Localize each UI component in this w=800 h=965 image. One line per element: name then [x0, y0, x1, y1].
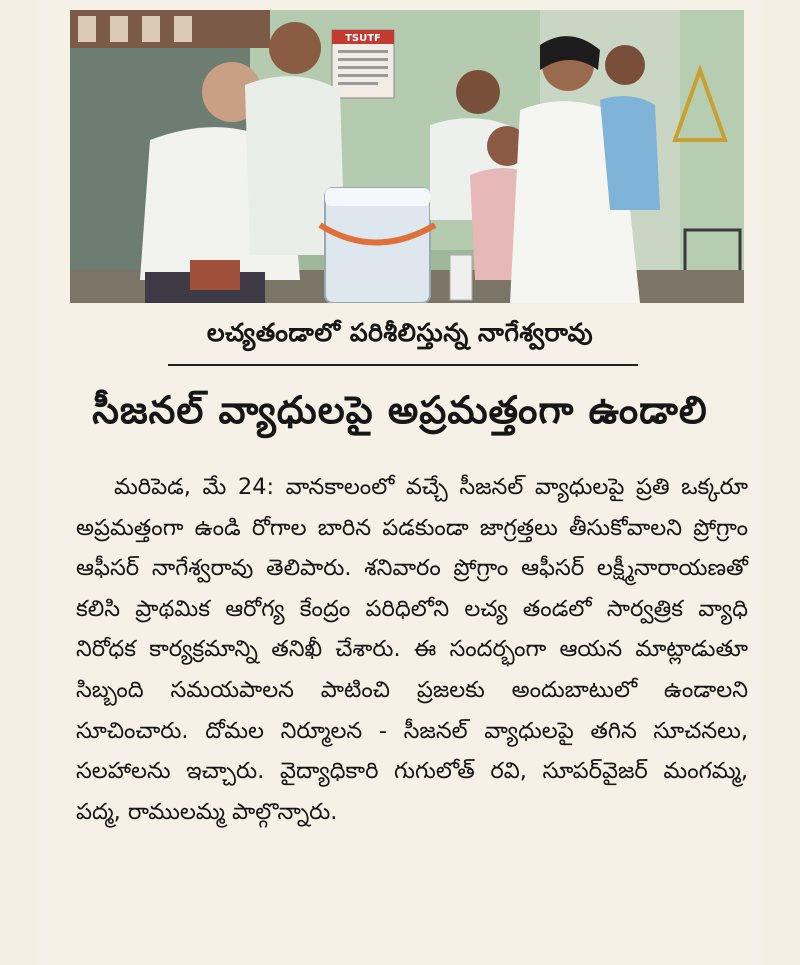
photo-caption: లచ్యతండాలో పరిశీలిస్తున్న నాగేశ్వరావు — [206, 318, 594, 347]
news-photo — [70, 10, 744, 303]
poster-banner: TSUTF — [345, 33, 381, 44]
article-body — [76, 467, 748, 832]
photo-illustration — [70, 10, 744, 303]
headline: సీజనల్ వ్యాధులపై అప్రమత్తంగా ఉండాలి — [92, 388, 708, 432]
news-clipping — [38, 0, 762, 965]
article-paragraph: మరిపెడ, మే 24: వానకాలంలో వచ్చే సీజనల్ వ్యాధులపై ప్రతి ఒక్కరూ అప్రమత్తంగా ఉండి రోగాల బారిన పడకుండా జాగ్రత్తలు తీసుకోవాలని ప్రోగ్రాం ఆఫీసర్ నాగేశ్వరావు తెలిపారు. శనివారం ప్రోగ్రాం ఆఫీసర్ లక్ష్మీనారాయణతో కలిసి ప్రాథమిక ఆరోగ్య కేంద్రం పరిధిలోని లచ్య తండలో సార్వత్రిక వ్యాధి నిరోధక కార్యక్రమాన్ని తనిఖీ చేశారు. ఈ సందర్భంగా ఆయన మాట్లాడుతూ సిబ్బంది సమయపాలన పాటించి ప్రజలకు అందుబాటులో ఉండాలని సూచించారు. దోమల నిర్మూలన - సీజనల్ వ్యాధులపై తగిన సూచనలు, సలహాలను ఇచ్చారు. వైద్యాధికారి గుగులోత్ రవి, సూపర్‌వైజర్ మంగమ్మ, పద్మ, రాములమ్మ పాల్గొన్నారు. — [76, 474, 748, 825]
caption-divider — [168, 364, 638, 366]
